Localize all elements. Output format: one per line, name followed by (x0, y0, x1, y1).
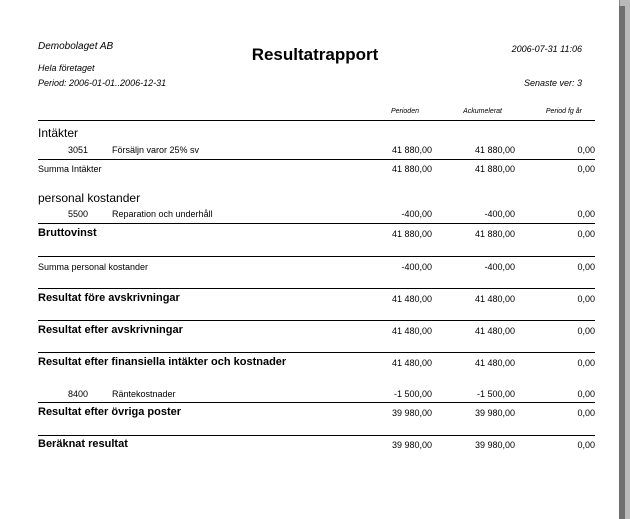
value-accumulated: 41 480,00 (474, 326, 515, 336)
value-prev-year: 0,00 (577, 294, 595, 304)
value-period: 41 880,00 (391, 229, 432, 239)
result-label: Resultat före avskrivningar (38, 292, 180, 304)
value-prev-year: 0,00 (577, 262, 595, 272)
value-accumulated: 41 880,00 (474, 145, 515, 155)
divider (38, 288, 595, 289)
value-accumulated: 41 480,00 (474, 358, 515, 368)
account-label: Reparation och underhåll (112, 209, 213, 219)
sum-label: Summa Intäkter (38, 164, 102, 174)
result-label: Resultat efter finansiella intäkter och kostnader (38, 356, 287, 368)
value-prev-year: 0,00 (577, 209, 595, 219)
value-prev-year: 0,00 (577, 145, 595, 155)
value-accumulated: 41 480,00 (474, 294, 515, 304)
sum-label: Summa personal kostander (38, 262, 149, 272)
result-label: Resultat efter övriga poster (38, 406, 182, 418)
value-accumulated: -400,00 (484, 262, 515, 272)
value-accumulated: 39 980,00 (474, 408, 515, 418)
divider (38, 120, 595, 121)
value-accumulated: 39 980,00 (474, 440, 515, 450)
report-datetime: 2006-07-31 11:06 (511, 44, 582, 54)
value-accumulated: 41 880,00 (474, 229, 515, 239)
section-label: personal kostander (38, 191, 141, 205)
result-label: Bruttovinst (38, 227, 97, 239)
result-label: Resultat efter avskrivningar (38, 324, 183, 336)
value-period: 41 480,00 (391, 294, 432, 304)
value-period: -400,00 (401, 209, 432, 219)
report-scope: Hela företaget (38, 63, 95, 73)
value-accumulated: -400,00 (484, 209, 515, 219)
value-period: -1 500,00 (393, 389, 432, 399)
column-header-accumulated: Ackumelerat (463, 108, 502, 115)
value-prev-year: 0,00 (577, 408, 595, 418)
report-title: Resultatrapport (251, 45, 379, 64)
value-prev-year: 0,00 (577, 358, 595, 368)
divider (38, 352, 595, 353)
value-period: 41 880,00 (391, 164, 432, 174)
divider (38, 402, 595, 403)
report-period: Period: 2006-01-01..2006-12-31 (38, 78, 167, 88)
value-prev-year: 0,00 (577, 326, 595, 336)
divider (38, 159, 595, 160)
page-shadow (619, 6, 625, 519)
divider (38, 320, 595, 321)
value-period: 41 480,00 (391, 326, 432, 336)
company-name: Demobolaget AB (38, 41, 114, 52)
account-number: 5500 (68, 209, 89, 219)
value-prev-year: 0,00 (577, 229, 595, 239)
value-period: 39 980,00 (391, 408, 432, 418)
divider (38, 256, 595, 257)
value-period: 41 480,00 (391, 358, 432, 368)
divider (38, 435, 595, 436)
column-header-prev-year: Period fg år (545, 108, 582, 115)
value-prev-year: 0,00 (577, 440, 595, 450)
column-header-period: Perioden (390, 108, 419, 115)
divider (38, 223, 595, 224)
value-prev-year: 0,00 (577, 389, 595, 399)
report-version: Senaste ver: 3 (523, 78, 582, 88)
account-label: Försäljn varor 25% sv (112, 145, 200, 155)
account-number: 3051 (68, 145, 89, 155)
value-accumulated: -1 500,00 (476, 389, 515, 399)
value-accumulated: 41 880,00 (474, 164, 515, 174)
account-label: Räntekostnader (112, 389, 176, 399)
value-period: 41 880,00 (391, 145, 432, 155)
section-label: Intäkter (38, 126, 79, 140)
value-period: 39 980,00 (391, 440, 432, 450)
value-prev-year: 0,00 (577, 164, 595, 174)
result-label: Beräknat resultat (38, 438, 128, 450)
value-period: -400,00 (401, 262, 432, 272)
account-number: 8400 (68, 389, 89, 399)
